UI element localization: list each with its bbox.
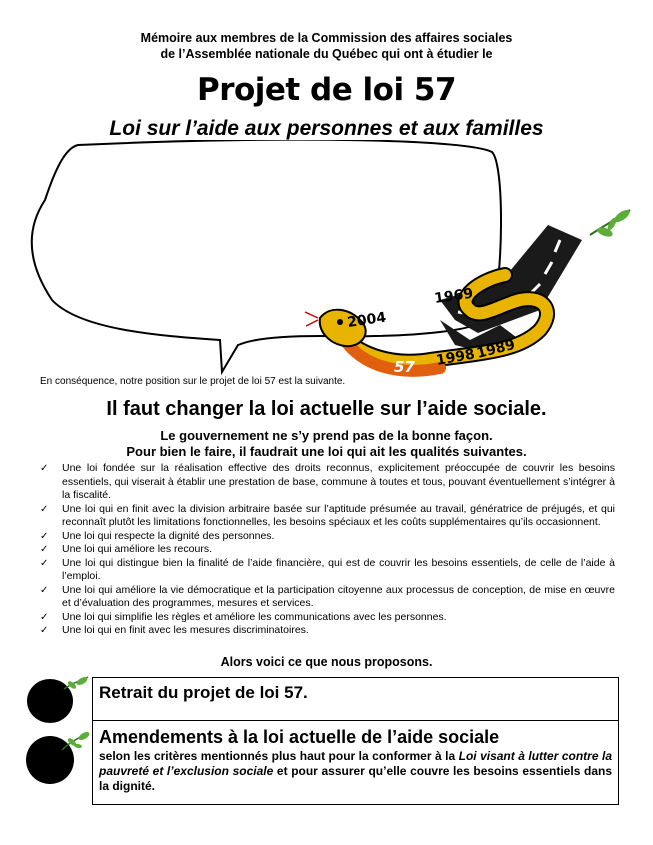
intro-line-2: de l’Assemblée nationale du Québec qui ont à étudier le (160, 47, 493, 61)
speech-bubble (32, 140, 501, 372)
year-2004: 2004 (346, 309, 388, 331)
intro-line-1: Mémoire aux membres de la Commission des affaires sociales (140, 31, 513, 45)
list-item: ✓ Une loi qui améliore la vie démocratique et la participation citoyenne aux processus de conception, de mise en œuvre et d’évaluation des programmes, mesures et services. (40, 583, 615, 609)
year-1989: 1989 (475, 336, 517, 362)
checkmark-icon: ✓ (40, 544, 49, 555)
number-2: 2 (33, 734, 67, 786)
list-item: ✓ Une loi qui améliore les recours. (40, 543, 212, 555)
proposal-1-title: Retrait du projet de loi 57. (99, 683, 308, 702)
position-statement: En conséquence, notre position sur le projet de loi 57 est la suivante. (40, 376, 346, 387)
checkmark-icon: ✓ (40, 463, 49, 474)
proposal-box-1 (92, 677, 619, 721)
list-item: ✓ Une loi fondée sur la réalisation effective des droits reconnus, explicitement préoccupée de couvrir les besoins essentiels, qui viserait à établir une prestation de base, commune à toutes et tous, pouvant éventuellement s’intégrer à la fiscalité. (40, 462, 615, 501)
checkmark-icon: ✓ (40, 584, 49, 596)
list-item: ✓ Une loi qui distingue bien la finalité de l’aide financière, qui est de couvrir les besoins essentiels, de celle de l’aide à l’emploi. (40, 556, 615, 582)
number-2-badge (22, 728, 94, 786)
checkmark-icon: ✓ (40, 557, 49, 569)
subline-2: Pour bien le faire, il faudrait une loi qui ait les qualités suivantes. (126, 444, 527, 459)
illustration (0, 140, 653, 385)
badge-57: 57 (394, 358, 415, 376)
checkmark-icon: ✓ (40, 625, 49, 636)
page-title: Projet de loi 57 (196, 72, 457, 108)
headline: Il faut changer la loi actuelle sur l’aide sociale. (106, 398, 547, 420)
list-item: ✓ Une loi qui en finit avec les mesures discriminatoires. (40, 624, 309, 636)
list-item: ✓ Une loi qui simplifie les règles et améliore les communications avec les personnes. (40, 610, 447, 623)
checkmark-icon: ✓ (40, 611, 49, 623)
checkmark-icon: ✓ (40, 503, 49, 515)
list-item: ✓ Une loi qui respecte la dignité des personnes. (40, 529, 275, 542)
subline-1: Le gouvernement ne s’y prend pas de la bonne façon. (160, 428, 493, 443)
proposal-2-title: Amendements à la loi actuelle de l’aide sociale (99, 727, 500, 747)
page-subtitle: Loi sur l’aide aux personnes et aux familles (109, 117, 544, 140)
year-1998: 1998 (434, 346, 477, 369)
year-1969: 1969 (433, 285, 475, 307)
qualities-list (40, 462, 615, 638)
number-1-badge (22, 675, 94, 725)
proposal-2-text: selon les critères mentionnés plus haut pour la conformer à la Loi visant à lutter contre la pauvreté et l’exclusion sociale et pour assurer qu’elle couvre les besoins essentiels dans la dignité. (99, 749, 612, 793)
proposal-intro: Alors voici ce que nous proposons. (220, 655, 433, 669)
checkmark-icon: ✓ (40, 530, 49, 542)
number-1: 1 (33, 675, 67, 725)
list-item: ✓ Une loi qui en finit avec la division arbitraire basée sur l’aptitude présumée au travail, génératrice de préjugés, et qui reconnaît plutôt les limitations fonctionnelles, les besoins spéciaux et les coûts supplémentaires qu’ils occasionnent. (40, 502, 615, 528)
proposal-box-2 (92, 721, 619, 805)
leaves-icon (590, 208, 632, 239)
law-title: Loi visant à lutter contre la pauvreté et l’exclusion sociale (99, 749, 612, 778)
